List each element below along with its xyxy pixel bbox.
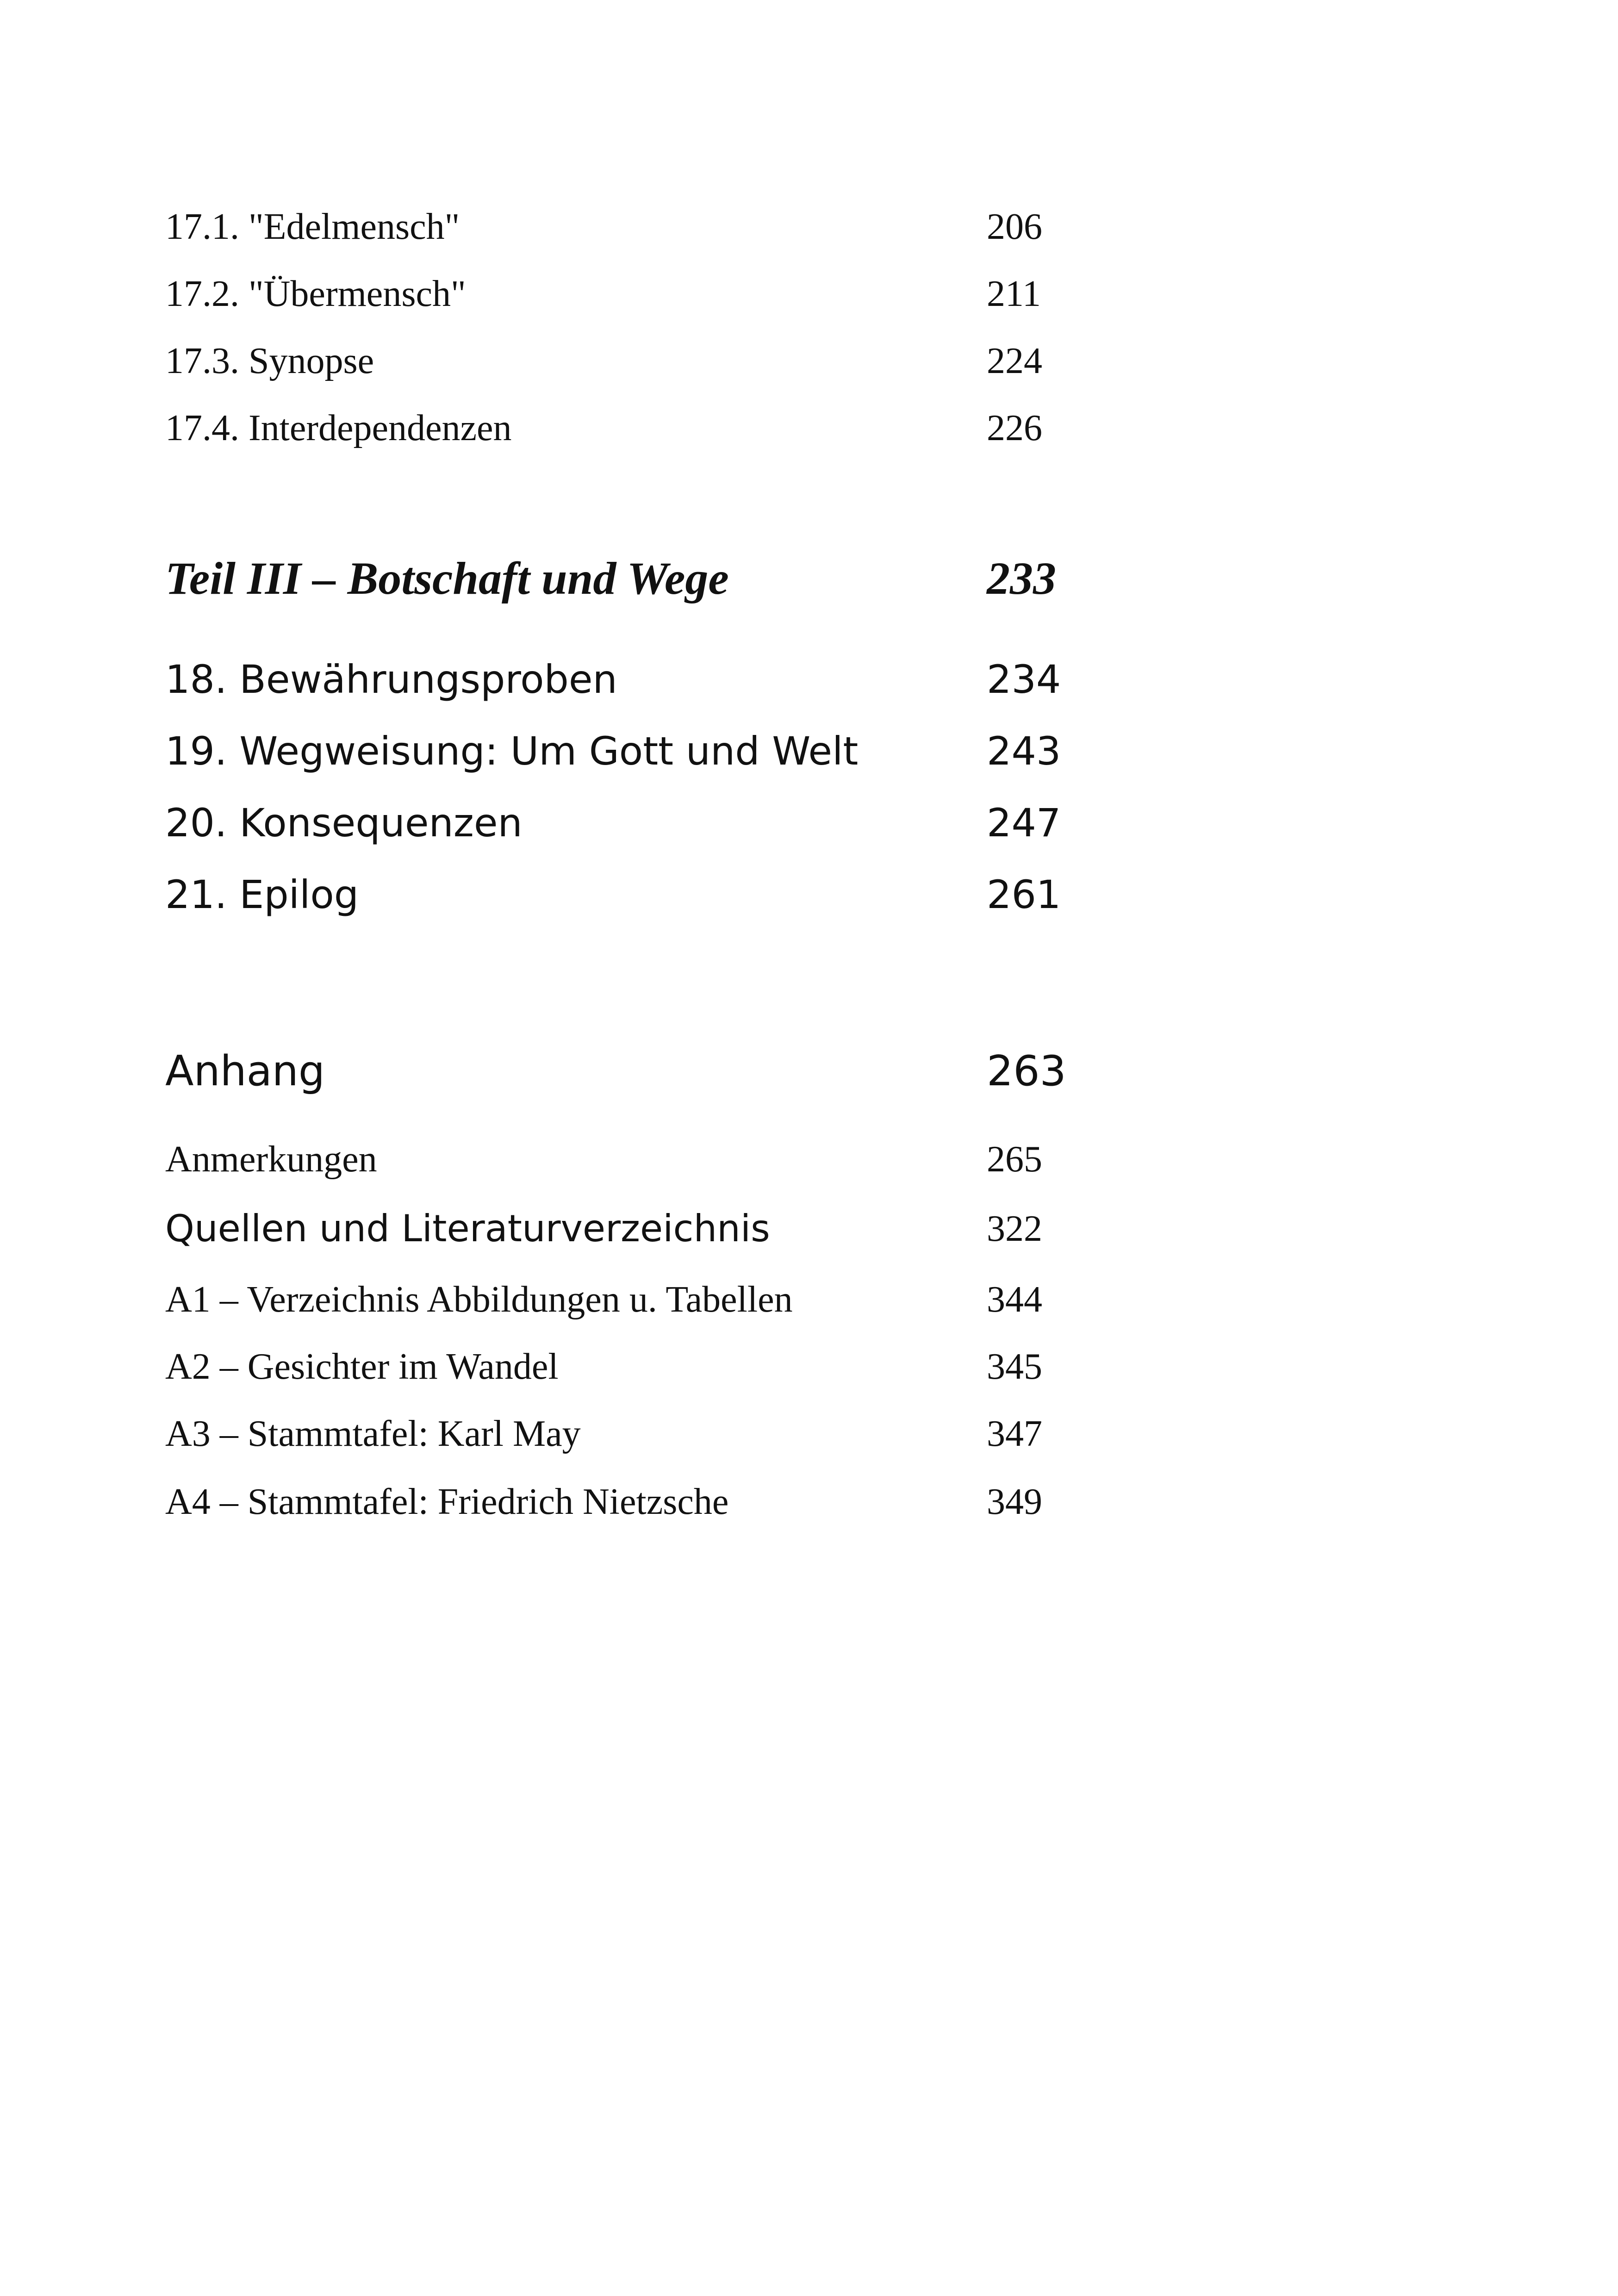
toc-chapter-page: 234 xyxy=(987,657,1061,702)
appendix-heading xyxy=(165,1027,1068,1095)
toc-appendix-title: A2 – Gesichter im Wandel xyxy=(165,1346,559,1387)
toc-appendix-title: A3 – Stammtafel: Karl May xyxy=(165,1413,581,1454)
toc-chapter-title: 19. Wegweisung: Um Gott und Welt xyxy=(165,728,859,774)
toc-appendix-title: A4 – Stammtafel: Friedrich Nietzsche xyxy=(165,1481,729,1522)
part-heading-title: Teil III – Botschaft und Wege xyxy=(165,553,729,604)
appendix-heading-title: Anhang xyxy=(165,1047,325,1095)
toc-appendix-item xyxy=(165,1465,1068,1520)
toc-entry-page: 211 xyxy=(987,274,1041,314)
toc-appendix-page: 265 xyxy=(987,1139,1042,1180)
toc-chapter-page: 243 xyxy=(987,728,1061,774)
toc-chapter xyxy=(165,859,1068,917)
toc-chapter-page: 261 xyxy=(987,872,1061,917)
part-heading xyxy=(165,537,1068,602)
toc-appendix-title: Quellen und Literaturverzeichnis xyxy=(165,1207,770,1250)
toc-chapter-page: 247 xyxy=(987,800,1061,846)
toc-appendix-page: 347 xyxy=(987,1413,1042,1454)
toc-chapter-title: 21. Epilog xyxy=(165,872,359,917)
toc-appendix-page: 322 xyxy=(987,1208,1042,1249)
toc-entry-title: 17.3. Synopse xyxy=(165,341,374,381)
toc-entry-page: 206 xyxy=(987,206,1042,247)
toc-chapter xyxy=(165,643,1068,702)
toc-entry-title: 17.1. "Edelmensch" xyxy=(165,206,460,247)
toc-entry-page: 226 xyxy=(987,408,1042,448)
toc-appendix-page: 344 xyxy=(987,1279,1042,1320)
toc-appendix-item xyxy=(165,1397,1068,1452)
toc-entry xyxy=(165,391,1068,447)
toc-appendix-title: Anmerkungen xyxy=(165,1139,377,1180)
toc-appendix-page: 349 xyxy=(987,1481,1042,1522)
toc-chapter-title: 18. Bewährungsproben xyxy=(165,657,617,702)
toc-appendix-title: A1 – Verzeichnis Abbildungen u. Tabellen xyxy=(165,1279,793,1320)
toc-entry-page: 224 xyxy=(987,341,1042,381)
toc-entry-title: 17.2. "Übermensch" xyxy=(165,274,466,314)
toc-appendix-item xyxy=(165,1330,1068,1385)
toc-chapter xyxy=(165,715,1068,774)
appendix-heading-page: 263 xyxy=(987,1047,1066,1095)
toc-entry xyxy=(165,190,1068,245)
toc-appendix-page: 345 xyxy=(987,1346,1042,1387)
toc-chapter xyxy=(165,787,1068,846)
toc-chapter-title: 20. Konsequenzen xyxy=(165,800,523,846)
toc-entry xyxy=(165,324,1068,380)
part-heading-page: 233 xyxy=(987,553,1056,604)
toc-appendix-item xyxy=(165,1263,1068,1318)
toc-appendix-item xyxy=(165,1122,1068,1178)
toc-entry-title: 17.4. Interdependenzen xyxy=(165,408,512,448)
toc-appendix-item xyxy=(165,1192,1068,1250)
toc-entry xyxy=(165,257,1068,312)
